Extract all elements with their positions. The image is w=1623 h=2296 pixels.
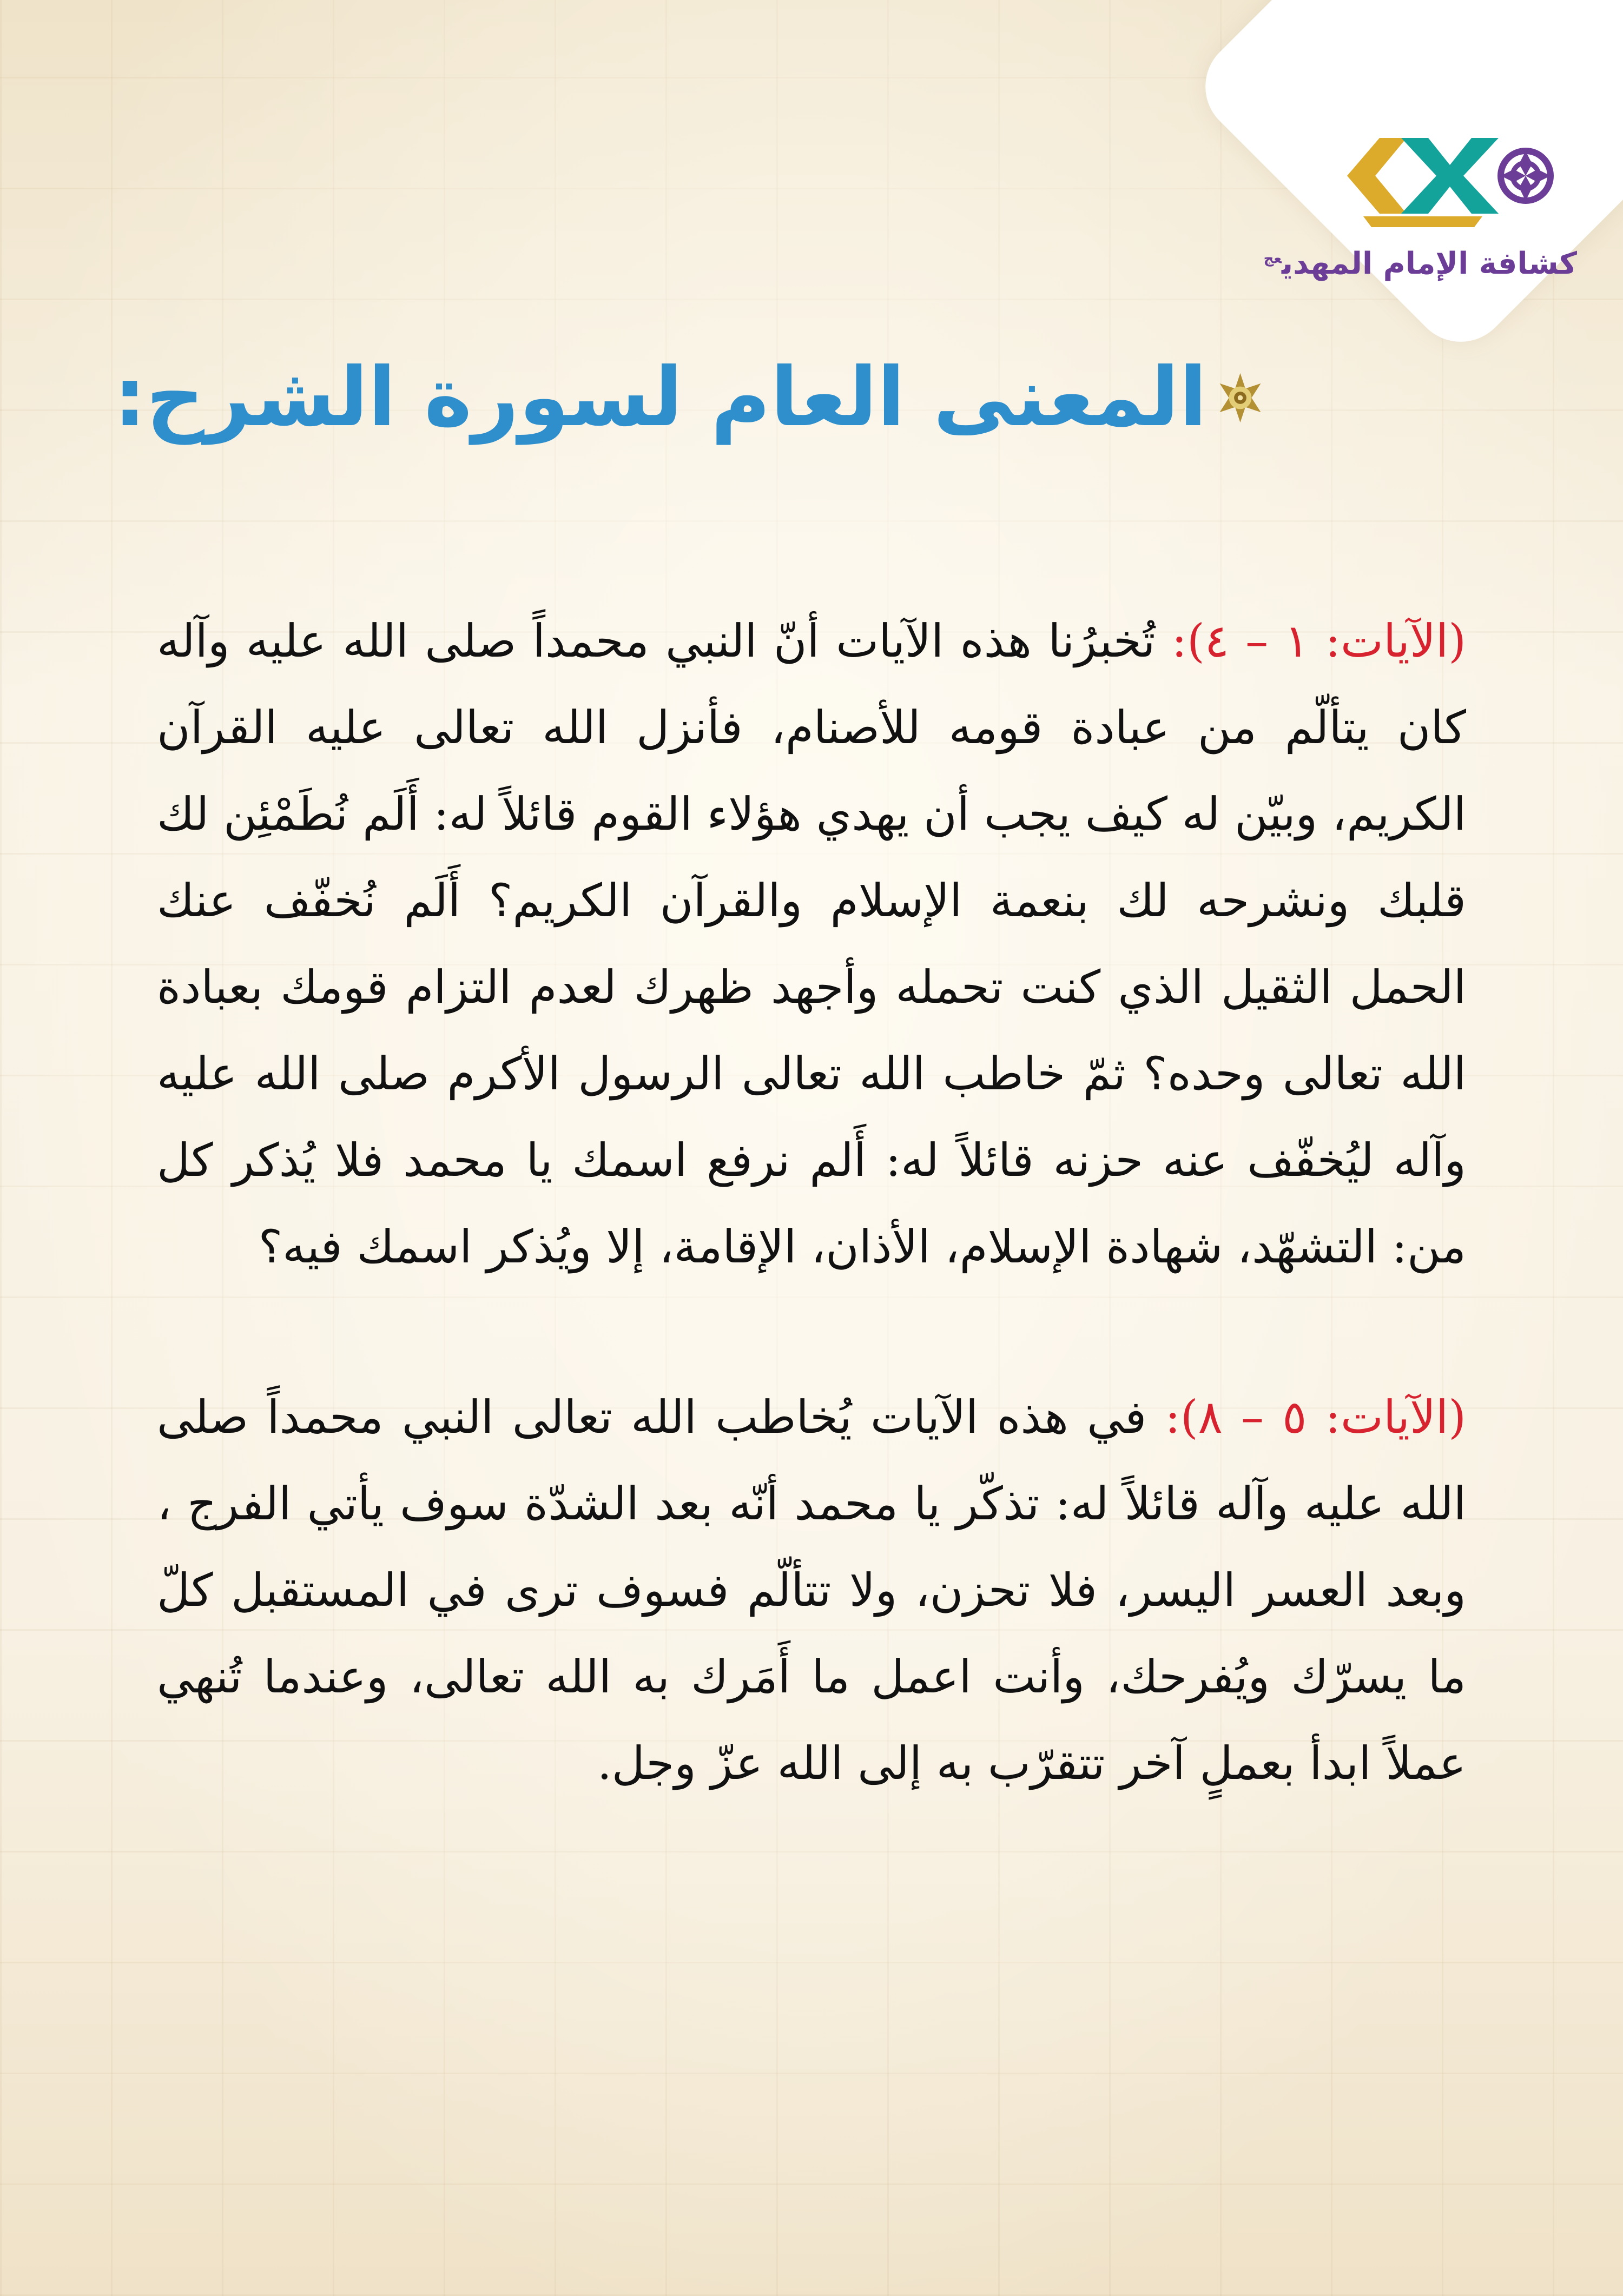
title-text: المعنى العام لسورة الشرح:: [114, 350, 1207, 445]
paragraph-1-text: تُخبرُنا هذه الآيات أنّ النبي محمداً صلى الله عليه وآله كان يتألّم من عبادة قومه للأصنام، فأنزل الله تعالى عليه القرآن الكريم، وبيّن له كيف يجب أن يهدي هؤلاء القوم قائلاً له: أَلَم نُطَمْئِن لك قلبك ونشرحه لك بنعمة الإسلام والقرآن الكريم؟ أَلَم نُخفّف عنك الحمل الثقيل الذي كنت تحمله وأجهد ظهرك لعدم التزام قومك بعبادة الله تعالى وحده؟ ثمّ خاطب الله تعالى الرسول الأكرم صلى الله عليه وآله ليُخفّف عنه حزنه قائلاً له: أَلم نرفع اسمك يا محمد فلا يُذكر كل من: التشهّد، شهادة الإسلام، الأذان، الإقامة، إلا ويُذكر اسمك فيه؟: [157, 614, 1466, 1273]
page-title: [114, 350, 1266, 445]
paragraph-2-text: في هذه الآيات يُخاطب الله تعالى النبي محمداً صلى الله عليه وآله قائلاً له: تذكّر يا محمد أنّه بعد الشدّة سوف يأتي الفرج ، وبعد العسر اليسر، فلا تحزن، ولا تتألّم فسوف ترى في المستقبل كلّ ما يسرّك ويُفرحك، وأنت اعمل ما أَمَرك به الله تعالى، وعندما تُنهي عملاً ابدأ بعملٍ آخر تتقرّب به إلى الله عزّ وجل.: [157, 1391, 1466, 1790]
logo-name: كشافة الإمام المهدي: [1282, 246, 1577, 281]
logo-text: [1263, 246, 1577, 281]
gold-rosette-icon: [1215, 372, 1266, 424]
verse-reference-1: (الآيات: ١ – ٤):: [1171, 614, 1466, 667]
verse-reference-2: (الآيات: ٥ – ٨):: [1165, 1391, 1466, 1444]
paragraph-2: [157, 1374, 1466, 1807]
paragraph-1: [157, 598, 1466, 1290]
logo-honorific: عج: [1263, 250, 1282, 267]
scout-logo-icon: [1342, 122, 1558, 230]
